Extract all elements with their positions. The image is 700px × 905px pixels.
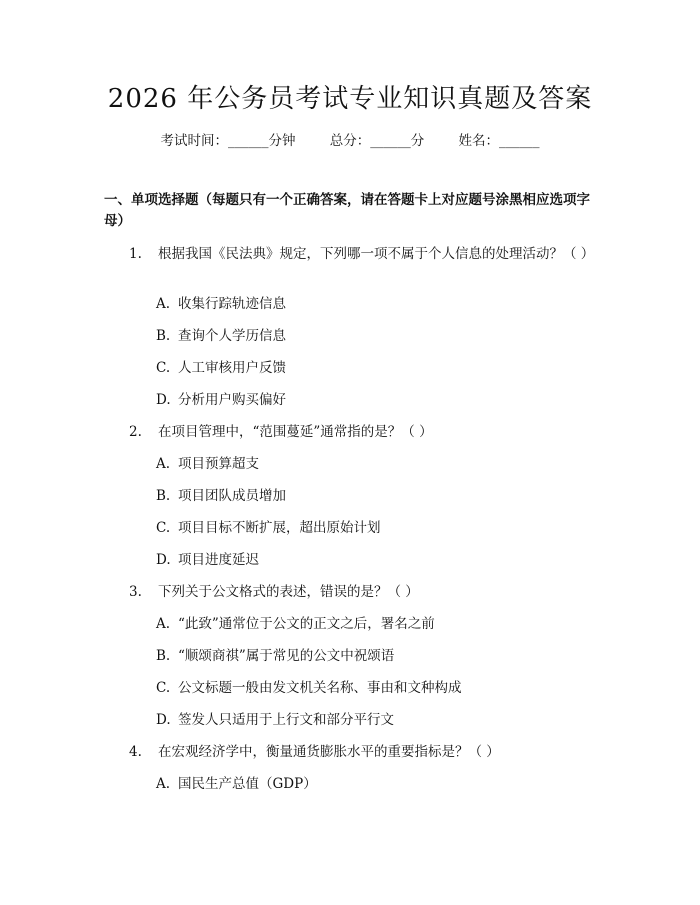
question-1-option-a <box>156 294 596 315</box>
option-letter: D. <box>156 552 171 568</box>
option-letter: C. <box>156 520 171 536</box>
question-2-option-c <box>156 518 596 539</box>
section-heading-single-choice: 一、单项选择题（每题只有一个正确答案，请在答题卡上对应题号涂黑相应选项字母） <box>104 192 590 229</box>
option-letter: B. <box>156 328 171 344</box>
option-text: “此致”通常位于公文的正文之后，署名之前 <box>178 616 435 632</box>
question-3-option-c <box>156 678 596 699</box>
total-score-field: 总分：______分 <box>329 133 425 149</box>
question-text: 根据我国《民法典》规定，下列哪一项不属于个人信息的处理活动？（ ） <box>158 246 595 262</box>
option-text: 查询个人学历信息 <box>178 328 286 344</box>
question-2-option-b <box>156 486 596 507</box>
option-letter: B. <box>156 488 171 504</box>
option-letter: A. <box>156 456 171 472</box>
option-text: 公文标题一般由发文机关名称、事由和文种构成 <box>178 680 462 696</box>
option-text: 人工审核用户反馈 <box>178 360 286 376</box>
question-1-option-d <box>156 390 596 411</box>
document-title: 2026 年公务员考试专业知识真题及答案 <box>107 84 593 114</box>
question-3-option-a <box>156 614 596 635</box>
option-text: “顺颂商祺”属于常见的公文中祝颂语 <box>178 648 395 664</box>
option-text: 签发人只适用于上行文和部分平行文 <box>178 712 394 728</box>
option-letter: C. <box>156 680 171 696</box>
option-text: 国民生产总值（GDP） <box>178 776 317 792</box>
question-text: 下列关于公文格式的表述，错误的是？（ ） <box>158 584 419 600</box>
question-2-option-d <box>156 550 596 571</box>
question-2-option-a <box>156 454 596 475</box>
question-3-option-d <box>156 710 596 731</box>
exam-info-line <box>0 131 700 151</box>
exam-time-field: 考试时间：______分钟 <box>160 133 296 149</box>
name-field: 姓名：______ <box>458 133 540 149</box>
question-1-option-c <box>156 358 596 379</box>
option-text: 项目目标不断扩展，超出原始计划 <box>178 520 381 536</box>
option-text: 项目进度延迟 <box>178 552 259 568</box>
question-4-option-a <box>156 774 596 795</box>
question-number: 2. <box>129 424 142 440</box>
option-letter: C. <box>156 360 171 376</box>
option-letter: A. <box>156 776 171 792</box>
question-1-option-b <box>156 326 596 347</box>
option-text: 项目团队成员增加 <box>178 488 286 504</box>
option-letter: D. <box>156 392 171 408</box>
question-number: 4. <box>129 744 142 760</box>
question-4 <box>104 742 596 763</box>
option-letter: A. <box>156 296 171 312</box>
question-number: 1. <box>129 246 142 262</box>
question-1 <box>104 244 596 265</box>
option-letter: B. <box>156 648 171 664</box>
question-3-option-b <box>156 646 596 667</box>
option-text: 项目预算超支 <box>178 456 259 472</box>
question-text: 在宏观经济学中，衡量通货膨胀水平的重要指标是？（ ） <box>158 744 500 760</box>
question-3 <box>104 582 596 603</box>
question-number: 3. <box>129 584 142 600</box>
option-letter: D. <box>156 712 171 728</box>
question-text: 在项目管理中，“范围蔓延”通常指的是？（ ） <box>158 424 433 440</box>
question-2 <box>104 422 596 443</box>
option-letter: A. <box>156 616 171 632</box>
option-text: 分析用户购买偏好 <box>178 392 286 408</box>
option-text: 收集行踪轨迹信息 <box>178 296 286 312</box>
